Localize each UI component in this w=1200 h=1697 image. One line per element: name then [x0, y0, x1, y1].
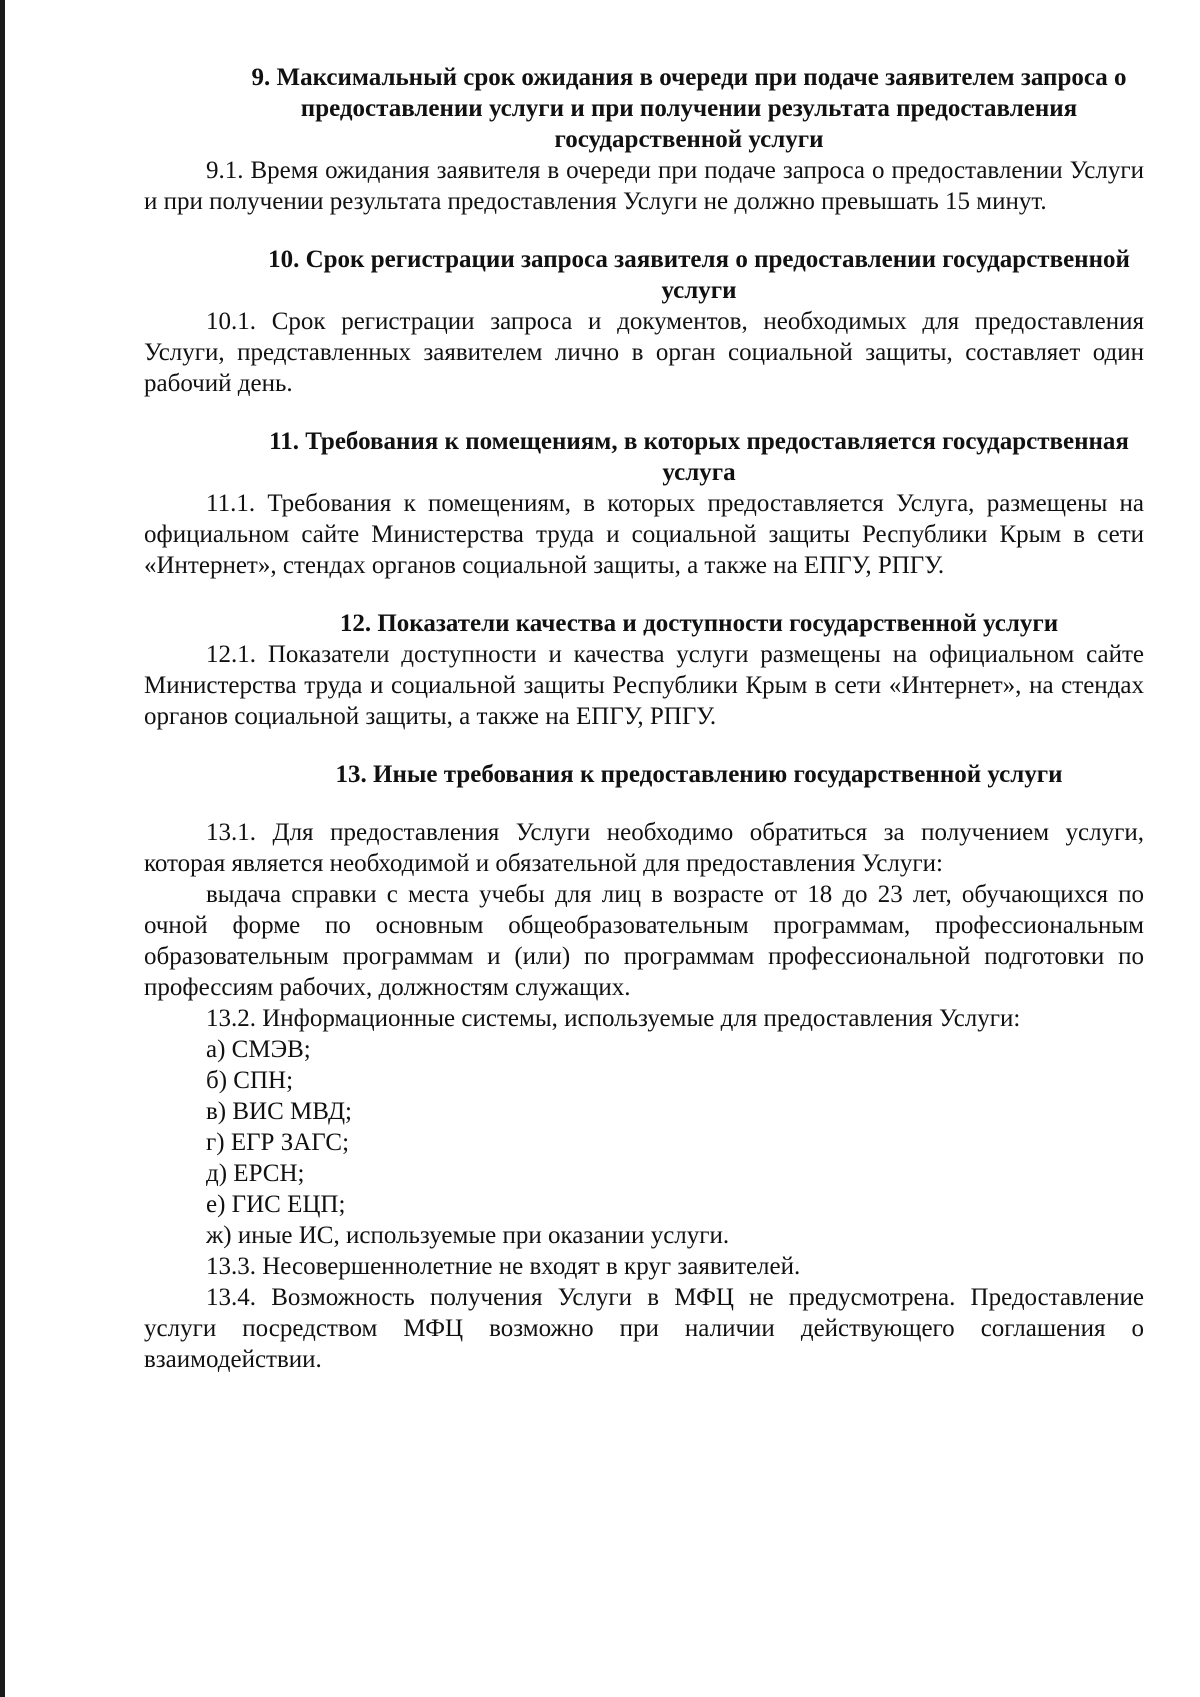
list-item: ж) иные ИС, используемые при оказании услуги. — [206, 1222, 730, 1249]
section-11-heading: 11. Требования к помещениям, в которых предоставляется государственная услуга — [269, 428, 1129, 486]
section-13-paragraph-5: 13.4. Возможность получения Услуги в МФЦ не предусмотрена. Предоставление услуги посредством МФЦ возможно при наличии действующего соглашения о взаимодействии. — [144, 1284, 1144, 1373]
section-9-paragraph-1: 9.1. Время ожидания заявителя в очереди при подаче запроса о предоставлении Услуги и при получении результата предоставления Услуги не должно превышать 15 минут. — [144, 157, 1144, 215]
section-10-paragraph-1: 10.1. Срок регистрации запроса и документов, необходимых для предоставления Услуги, представленных заявителем лично в орган социальной защиты, составляет один рабочий день. — [144, 308, 1144, 397]
section-13-heading: 13. Иные требования к предоставлению государственной услуги — [335, 761, 1063, 788]
list-item: в) ВИС МВД; — [206, 1098, 352, 1125]
section-10-heading: 10. Срок регистрации запроса заявителя о предоставлении государственной услуги — [268, 246, 1130, 304]
section-13-paragraph-4: 13.3. Несовершеннолетние не входят в круг заявителей. — [206, 1253, 801, 1280]
list-item: а) СМЭВ; — [206, 1036, 311, 1063]
section-13-paragraph-3: 13.2. Информационные системы, используемые для предоставления Услуги: — [206, 1005, 1021, 1032]
scan-left-edge — [0, 0, 5, 1697]
section-9-heading: 9. Максимальный срок ожидания в очереди при подаче заявителем запроса о предоставлении услуги и при получении результата предоставления государственной услуги — [251, 64, 1127, 153]
list-item: е) ГИС ЕЦП; — [206, 1191, 346, 1218]
section-11-paragraph-1: 11.1. Требования к помещениям, в которых предоставляется Услуга, размещены на официальном сайте Министерства труда и социальной защиты Республики Крым в сети «Интернет», стендах органов социальной защиты, а также на ЕПГУ, РПГУ. — [144, 490, 1144, 579]
list-item: г) ЕГР ЗАГС; — [206, 1129, 350, 1156]
section-12-paragraph-1: 12.1. Показатели доступности и качества услуги размещены на официальном сайте Министерства труда и социальной защиты Республики Крым в сети «Интернет», на стендах органов социальной защиты, а также на ЕПГУ, РПГУ. — [144, 641, 1144, 730]
section-13-paragraph-1: 13.1. Для предоставления Услуги необходимо обратиться за получением услуги, которая является необходимой и обязательной для предоставления Услуги: — [144, 819, 1144, 877]
list-item: д) ЕРСН; — [206, 1160, 305, 1187]
document-page — [144, 62, 1144, 1375]
section-12-heading: 12. Показатели качества и доступности государственной услуги — [339, 610, 1059, 637]
section-13-paragraph-2: выдача справки с места учебы для лиц в возрасте от 18 до 23 лет, обучающихся по очной форме по основным общеобразовательным программам, профессиональным образовательным программам и (или) по программам профессиональной подготовки по профессиям рабочих, должностям служащих. — [144, 881, 1144, 1001]
list-item: б) СПН; — [206, 1067, 294, 1094]
